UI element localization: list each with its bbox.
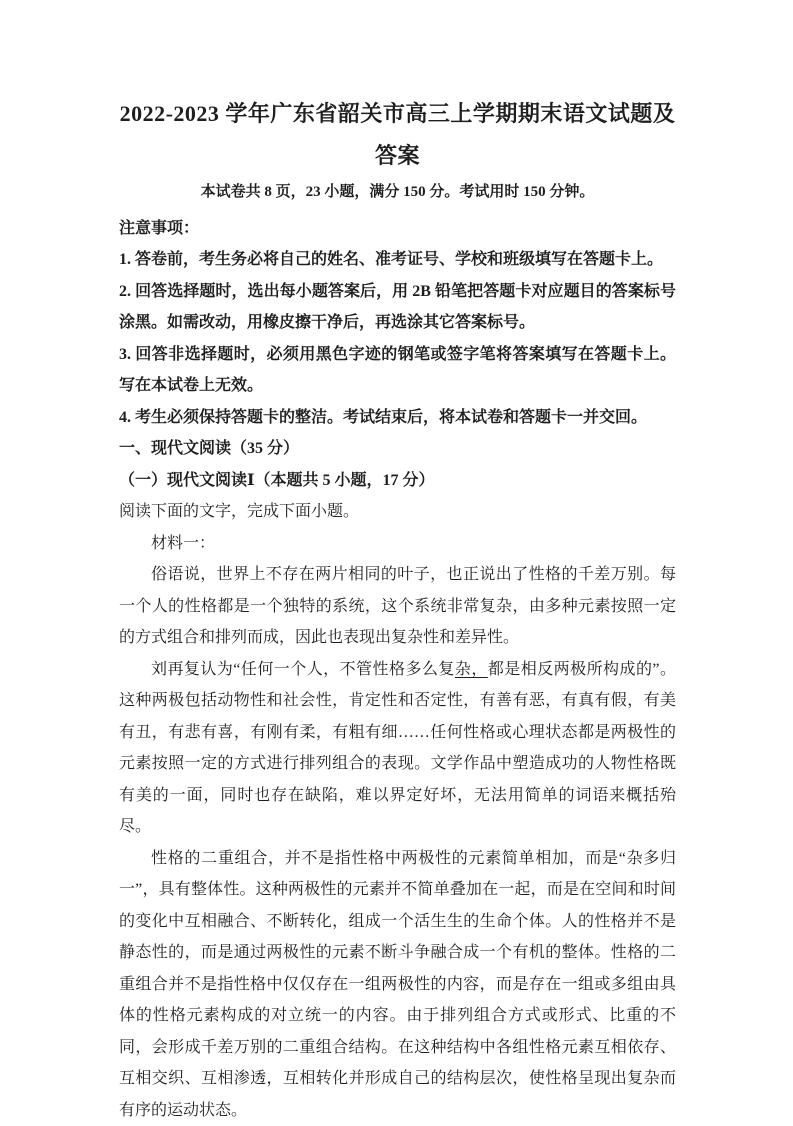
notice-item-1: 1. 答卷前，考生务必将自己的姓名、准考证号、学校和班级填写在答题卡上。: [119, 244, 676, 276]
notice-item-3: 3. 回答非选择题时，必须用黑色字迹的钢笔或签字笔将答案填写在答题卡上。写在本试卷上无效。: [119, 339, 676, 402]
section-heading-modern-reading: 一、现代文阅读（35 分）: [119, 433, 676, 465]
material-one-label: 材料一：: [119, 528, 676, 560]
exam-info-line: 本试卷共 8 页，23 小题，满分 150 分。考试用时 150 分钟。: [119, 177, 676, 209]
document-title: 2022-2023 学年广东省韶关市高三上学期期末语文试题及答案: [119, 93, 676, 177]
notice-item-4: 4. 考生必须保持答题卡的整洁。考试结束后，将本试卷和答题卡一并交回。: [119, 402, 676, 434]
subsection-heading-reading-1: （一）现代文阅读Ⅰ（本题共 5 小题，17 分）: [119, 465, 676, 497]
material-paragraph-3: 性格的二重组合，并不是指性格中两极性的元素简单相加，而是“杂多归一”，具有整体性。这种两极性的元素并不简单叠加在一起，而是在空间和时间的变化中互相融合、不断转化，组成一个活生生的生命个体。人的性格并不是静态性的，而是通过两极性的元素不断斗争融合成一个有机的整体。性格的二重组合并不是指性格中仅仅存在一组两极性的内容，而是存在一组或多组由具体的性格元素构成的对立统一的内容。由于排列组合方式或形式、比重的不同，会形成千差万别的二重组合结构。在这种结构中各组性格元素互相依存、互相交织、互相渗透，互相转化并形成自己的结构层次，使性格呈现出复杂而有序的运动状态。: [119, 843, 676, 1126]
paragraph-2-text-before-underline: 刘再复认为“任何一个人，不管性格多么复: [151, 661, 455, 678]
material-paragraph-2: [119, 654, 676, 843]
notice-heading: 注意事项：: [119, 213, 676, 245]
reading-instruction: 阅读下面的文字，完成下面小题。: [119, 496, 676, 528]
paragraph-2-text-after-underline: 都是相反两极所构成的”。这种两极包括动物性和社会性，肯定性和否定性，有善有恶，有真有假，有美有丑，有悲有喜，有刚有柔，有粗有细……任何性格或心理状态都是两极性的元素按照一定的方式进行排列组合的表现。文学作品中塑造成功的人物性格既有美的一面，同时也存在缺陷，难以界定好坏，无法用简单的词语来概括殆尽。: [119, 661, 676, 836]
notice-item-2: 2. 回答选择题时，选出每小题答案后，用 2B 铅笔把答题卡对应题目的答案标号涂黑。如需改动，用橡皮擦干净后，再选涂其它答案标号。: [119, 276, 676, 339]
paragraph-2-underlined-text: 杂，: [455, 661, 488, 678]
material-paragraph-1: 俗语说，世界上不存在两片相同的叶子，也正说出了性格的千差万别。每一个人的性格都是一个独特的系统，这个系统非常复杂，由多种元素按照一定的方式组合和排列而成，因此也表现出复杂性和差异性。: [119, 559, 676, 654]
